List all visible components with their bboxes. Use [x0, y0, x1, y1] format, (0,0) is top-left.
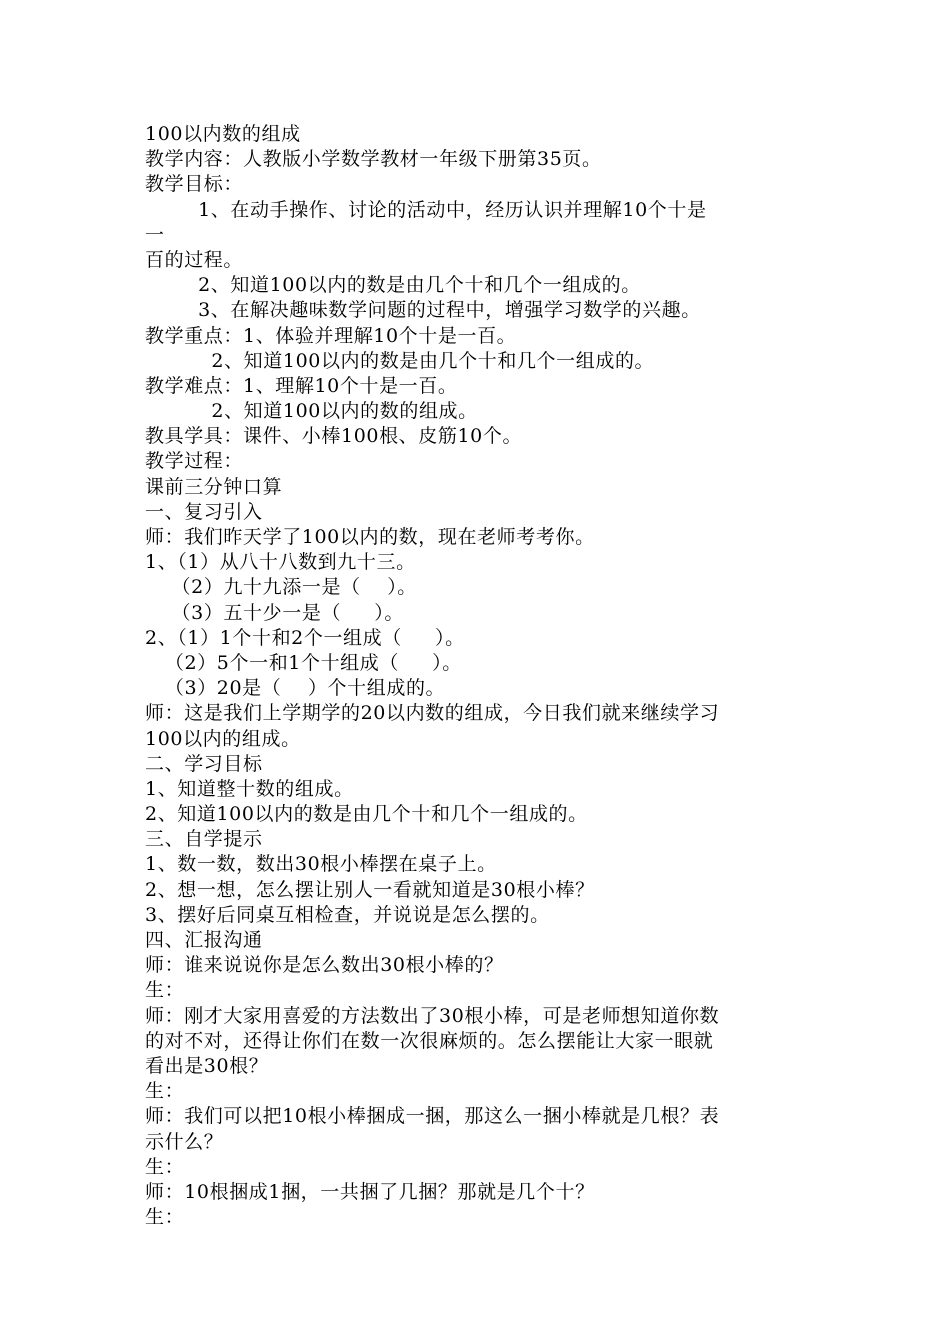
text-line: 生： [145, 1155, 185, 1178]
text-line: 课前三分钟口算 [145, 475, 283, 498]
text-line: 师：10根捆成1捆，一共捆了几捆？那就是几个十？ [145, 1180, 595, 1203]
text-line: （2）九十九添一是（ ）。 [145, 576, 417, 599]
text-line: 一 [145, 223, 165, 246]
text-line: 的对不对，还得让你们在数一次很麻烦的。怎么摆能让大家一眼就 [145, 1029, 714, 1052]
text-line: 教学目标： [145, 173, 244, 196]
text-line: 看出是30根？ [145, 1054, 269, 1077]
text-line: 2、知道100以内的数是由几个十和几个一组成的。 [145, 349, 655, 372]
text-line: （3）五十少一是（ ）。 [145, 601, 404, 624]
text-line: 教学内容：人教版小学数学教材一年级下册第35页。 [145, 148, 602, 171]
text-line: 二、学习目标 [145, 752, 263, 775]
text-line: 四、汇报沟通 [145, 929, 263, 951]
text-line: 示什么？ [145, 1130, 224, 1153]
text-line: 1、知道整十数的组成。 [145, 777, 354, 800]
text-line: 师：刚才大家用喜爱的方法数出了30根小棒，可是老师想知道你数 [145, 1004, 720, 1027]
text-line: 2、（1）1个十和2个一组成（ ）。 [145, 626, 465, 649]
text-line: 100以内的组成。 [145, 727, 301, 750]
text-line: （2）5个一和1个十组成（ ）。 [145, 651, 462, 674]
text-line: 师：谁来说说你是怎么数出30根小棒的？ [145, 954, 504, 977]
text-line: （3）20是（ ）个十组成的。 [145, 677, 446, 700]
text-line: 师：我们昨天学了100以内的数，现在老师考考你。 [145, 526, 595, 548]
text-line: 2、知道100以内的数是由几个十和几个一组成的。 [145, 803, 588, 826]
text-line: 3、摆好后同桌互相检查，并说说是怎么摆的。 [145, 903, 550, 926]
text-line: 2、想一想，怎么摆让别人一看就知道是30根小棒？ [145, 878, 595, 901]
text-line: 教具学具：课件、小棒100根、皮筋10个。 [145, 425, 523, 448]
text-line: 3、在解决趣味数学问题的过程中，增强学习数学的兴趣。 [145, 299, 701, 322]
document-body [145, 122, 815, 1230]
text-line: 师：这是我们上学期学的20以内数的组成，今日我们就来继续学习 [145, 702, 720, 725]
text-line: 2、知道100以内的数是由几个十和几个一组成的。 [145, 274, 641, 297]
text-line: 教学难点：1、理解10个十是一百。 [145, 374, 458, 397]
text-line: 100以内数的组成 [145, 123, 301, 145]
text-line: 生： [145, 1206, 185, 1229]
text-line: 教学重点：1、体验并理解10个十是一百。 [145, 324, 517, 347]
text-line: 1、在动手操作、讨论的活动中，经历认识并理解10个十是 [145, 198, 707, 221]
text-line: 三、自学提示 [145, 828, 263, 851]
text-line: 2、知道100以内的数的组成。 [145, 400, 478, 423]
text-line: 生： [145, 979, 185, 1002]
text-line: 师：我们可以把10根小棒捆成一捆，那这么一捆小棒就是几根？表 [145, 1105, 720, 1128]
text-line: 1、（1）从八十八数到九十三。 [145, 551, 416, 574]
text-line: 1、数一数，数出30根小棒摆在桌子上。 [145, 853, 497, 876]
text-line: 百的过程。 [145, 248, 244, 271]
text-line: 生： [145, 1080, 185, 1103]
text-line: 教学过程： [145, 450, 244, 473]
text-line: 一、复习引入 [145, 500, 263, 523]
